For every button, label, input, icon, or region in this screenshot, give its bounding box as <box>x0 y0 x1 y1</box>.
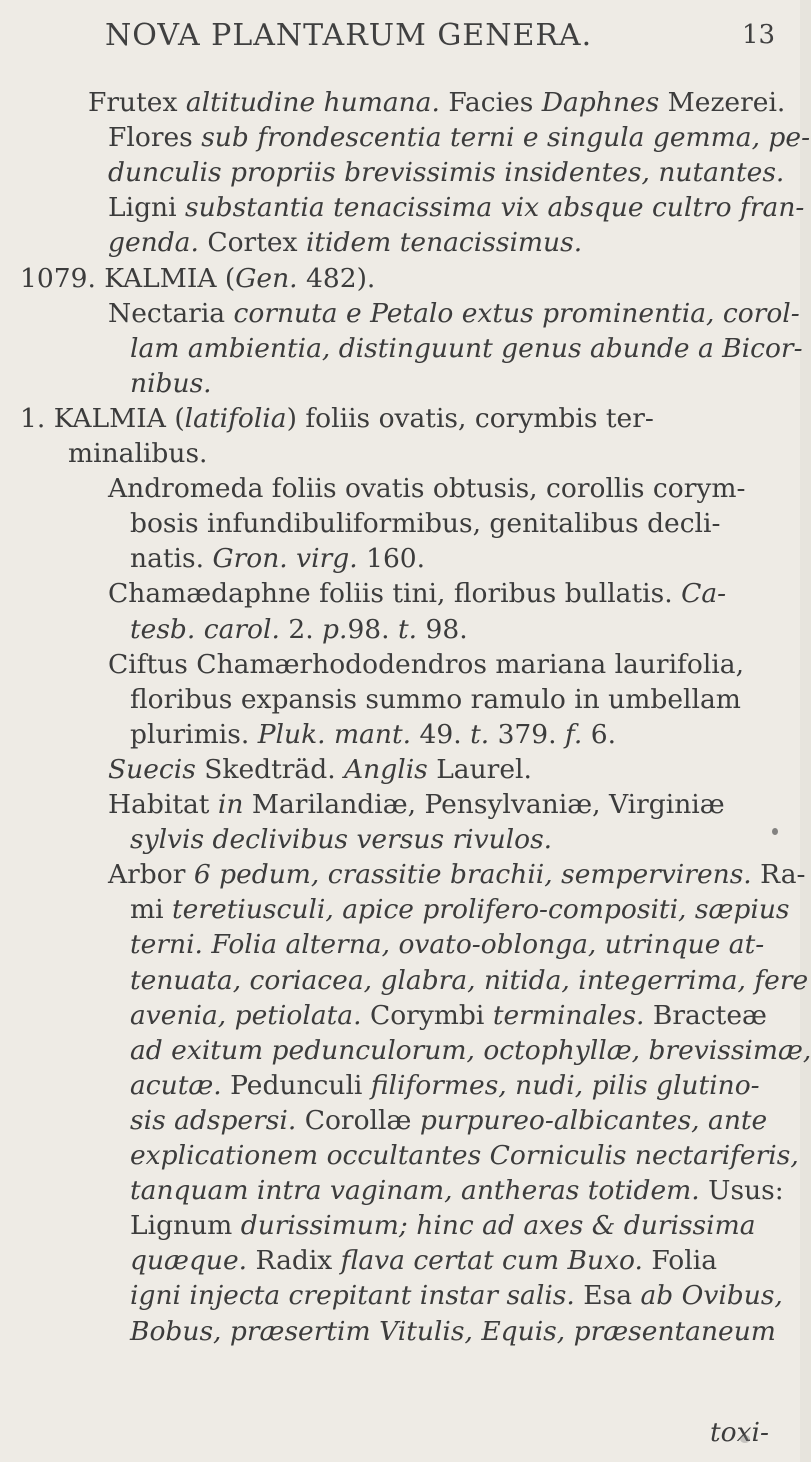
roman-text: Facies <box>439 87 542 118</box>
roman-text: 1. KALMIA ( <box>20 402 185 434</box>
text-line <box>108 752 532 787</box>
italic-text: Gen. <box>235 262 298 294</box>
roman-text: Folia <box>642 1245 717 1277</box>
text-line <box>130 506 720 541</box>
text-line <box>88 85 785 120</box>
italic-text: cornuta e Petalo extus prominentia, corol- <box>233 297 800 329</box>
roman-text: Corymbi <box>361 999 493 1031</box>
italic-text: t. <box>470 718 490 750</box>
roman-text: Nectaria <box>108 297 234 329</box>
text-line <box>108 576 726 611</box>
roman-text: ) foliis ovatis, corymbis ter- <box>286 402 654 434</box>
text-line <box>108 225 582 260</box>
text-line <box>130 1033 811 1068</box>
italic-text: terni. Folia alterna, ovato-oblonga, utrinque at- <box>130 929 765 961</box>
text-line <box>130 963 808 998</box>
roman-text: Skedträd. <box>195 753 345 785</box>
text-line <box>130 366 212 401</box>
roman-text: Ligni <box>108 192 186 224</box>
italic-text: Suecis <box>108 753 196 785</box>
text-line <box>20 261 375 296</box>
italic-text: latifolia <box>184 402 287 434</box>
italic-text: t. <box>398 613 418 645</box>
roman-text: Habitat <box>108 789 218 820</box>
roman-text: Lignum <box>130 1210 241 1242</box>
text-line <box>130 1208 756 1243</box>
roman-text: 6. <box>582 718 617 750</box>
italic-text: f. <box>565 718 583 750</box>
text-line <box>130 331 803 366</box>
italic-text: sylvis declivibus versus rivulos. <box>130 824 553 856</box>
roman-text: 379. <box>489 718 565 750</box>
roman-text: Esa <box>574 1280 641 1312</box>
roman-text: Pedunculi <box>221 1069 371 1101</box>
text-line <box>130 1068 760 1103</box>
text-line <box>130 1103 767 1138</box>
italic-text: substantia tenacissima vix absque cultro fran- <box>185 192 805 224</box>
italic-text: ab Ovibus, <box>640 1280 783 1312</box>
roman-text: Cortex <box>198 227 306 259</box>
roman-text: floribus expansis summo ramulo in umbellam <box>130 683 741 715</box>
roman-text: 49. <box>411 718 471 750</box>
roman-text: 98. <box>347 613 399 645</box>
italic-text: durissimum; hinc ad axes & durissima <box>240 1210 756 1242</box>
roman-text: Andromeda foliis ovatis obtusis, corollis corym- <box>108 473 746 505</box>
text-line <box>108 190 804 225</box>
italic-text: p. <box>322 613 348 645</box>
text-line <box>130 822 552 857</box>
italic-text: nibus. <box>130 367 212 399</box>
text-line <box>130 892 790 927</box>
italic-text: igni injecta crepitant instar salis. <box>130 1280 575 1312</box>
roman-text: 1079. KALMIA ( <box>20 262 236 294</box>
text-line <box>108 471 745 506</box>
text-line <box>130 1173 784 1208</box>
italic-text: filiformes, nudi, pilis glutino- <box>370 1069 760 1101</box>
roman-text: Radix <box>247 1245 341 1277</box>
roman-text: mi <box>130 894 173 926</box>
roman-text: Marilandiæ, Pensylvaniæ, Virginiæ <box>243 789 725 820</box>
italic-text: tenuata, coriacea, glabra, nitida, integerrima, fere <box>130 964 809 996</box>
roman-text: Frutex <box>88 87 186 118</box>
text-line <box>108 296 800 331</box>
running-title: NOVA PLANTARUM GENERA. <box>105 18 593 53</box>
roman-text: Corollæ <box>296 1104 420 1136</box>
roman-text: Ra- <box>751 859 806 891</box>
italic-text: terminales. <box>492 999 645 1031</box>
italic-text: explicationem occultantes Corniculis nectariferis, <box>130 1140 799 1171</box>
italic-text: Ca- <box>681 578 727 610</box>
text-line <box>130 717 616 752</box>
text-line <box>108 787 725 822</box>
italic-text: 6 pedum, crassitie brachii, sempervirens. <box>193 859 752 891</box>
italic-text: tesb. carol. <box>130 613 280 645</box>
ink-blot <box>772 828 778 835</box>
roman-text: bosis infundibuliformibus, genitalibus decli- <box>130 508 721 540</box>
italic-text: flava certat cum Buxo. <box>340 1245 643 1277</box>
text-line <box>68 436 207 471</box>
roman-text: Chamædaphne foliis tini, floribus bullatis. <box>108 578 682 610</box>
italic-text: sub frondescentia terni e singula gemma, pe- <box>201 122 811 154</box>
italic-text: acutæ. <box>130 1069 222 1101</box>
ink-smudge <box>740 1435 750 1443</box>
roman-text: Mezerei. <box>659 87 786 118</box>
text-line <box>108 647 744 682</box>
italic-text: teretiusculi, apice prolifero-compositi, sæpius <box>172 894 790 926</box>
italic-text: altitudine humana. <box>185 87 440 118</box>
italic-text: Pluk. mant. <box>257 718 412 750</box>
text-line <box>130 927 764 962</box>
italic-text: Bobus, præsertim Vitulis, Equis, præsentaneum <box>130 1315 776 1347</box>
italic-text: ad exitum pedunculorum, octophyllæ, brevissimæ, <box>130 1034 811 1066</box>
roman-text: 98. <box>417 613 468 645</box>
text-line <box>108 120 810 155</box>
italic-text: itidem tenacissimus. <box>305 227 583 259</box>
text-line <box>20 401 654 436</box>
text-line <box>130 612 468 647</box>
italic-text: purpureo-albicantes, ante <box>419 1104 768 1136</box>
text-line <box>130 541 425 576</box>
text-line <box>710 1415 769 1450</box>
roman-text: Ciftus Chamærhododendros mariana laurifolia, <box>108 648 744 680</box>
italic-text: dunculis propriis brevissimis insidentes, nutantes. <box>108 157 785 189</box>
roman-text: Flores <box>108 122 202 154</box>
roman-text: 2. <box>279 613 323 645</box>
italic-text: tanquam intra vaginam, antheras totidem. <box>130 1175 700 1207</box>
italic-text: avenia, petiolata. <box>130 999 362 1031</box>
text-line <box>130 1243 717 1278</box>
italic-text: sis adspersi. <box>130 1104 297 1136</box>
italic-text: Anglis <box>344 753 428 785</box>
roman-text: plurimis. <box>130 718 258 750</box>
text-line <box>130 998 767 1033</box>
roman-text: 160. <box>357 543 426 575</box>
italic-text: Gron. virg. <box>212 543 358 575</box>
text-line <box>130 1278 783 1313</box>
page-number: 13 <box>742 20 776 50</box>
text-line <box>130 1314 776 1349</box>
roman-text: Usus: <box>699 1175 784 1207</box>
italic-text: lam ambientia, distinguunt genus abunde a Bicor- <box>130 332 803 364</box>
text-line <box>108 857 805 892</box>
italic-text: in <box>217 789 244 820</box>
italic-text: genda. <box>108 227 199 259</box>
roman-text: minalibus. <box>68 438 208 469</box>
italic-text: quæque. <box>130 1245 248 1277</box>
text-line <box>108 155 784 190</box>
italic-text: toxi- <box>710 1417 769 1448</box>
text-line <box>130 682 741 717</box>
italic-text: Daphnes <box>541 87 660 118</box>
roman-text: Arbor <box>108 859 194 891</box>
roman-text: Bracteæ <box>644 999 767 1031</box>
roman-text: natis. <box>130 543 213 575</box>
roman-text: Laurel. <box>427 753 532 785</box>
text-line <box>130 1138 799 1173</box>
roman-text: 482). <box>297 262 376 294</box>
